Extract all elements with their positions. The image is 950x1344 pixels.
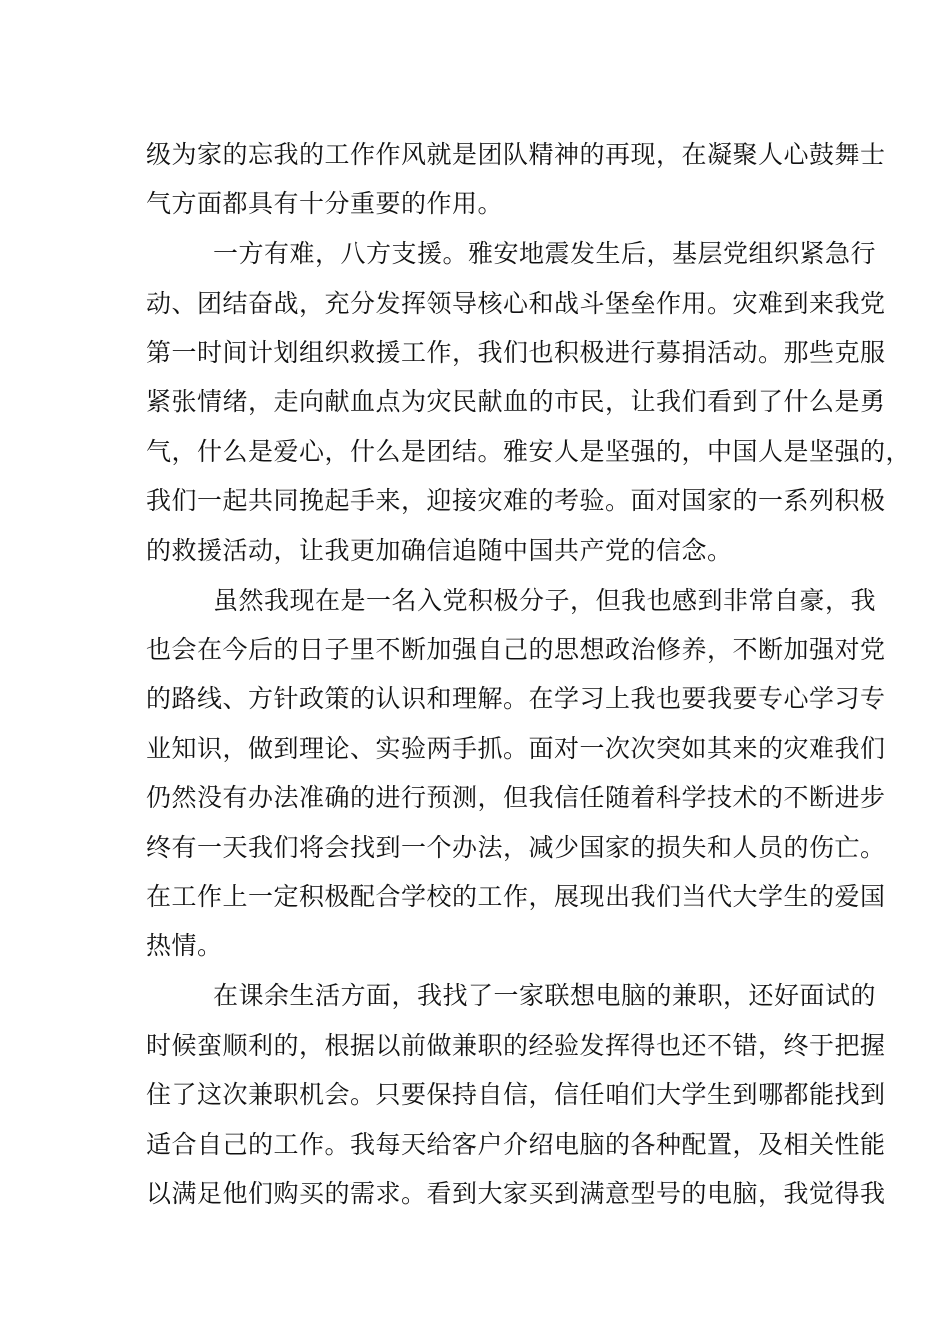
text-line: 时候蛮顺利的，根据以前做兼职的经验发挥得也还不错，终于把握 [146,1031,886,1060]
text-line: 以满足他们购买的需求。看到大家买到满意型号的电脑，我觉得我 [146,1179,886,1208]
text-line: 业知识，做到理论、实验两手抓。面对一次次突如其来的灾难我们 [146,734,886,763]
text-line: 的路线、方针政策的认识和理解。在学习上我也要我要专心学习专 [146,684,886,713]
paragraph-first-line: 在课余生活方面，我找了一家联想电脑的兼职，还好面试的 [213,981,877,1010]
text-line: 我们一起共同挽起手来，迎接灾难的考验。面对国家的一系列积极 [146,486,886,515]
text-line: 的救援活动，让我更加确信追随中国共产党的信念。 [146,536,733,565]
text-line: 仍然没有办法准确的进行预测，但我信任随着科学技术的不断进步 [146,783,886,812]
text-line: 级为家的忘我的工作作风就是团队精神的再现，在凝聚人心鼓舞士 [146,140,886,169]
text-line: 气方面都具有十分重要的作用。 [146,189,504,218]
text-line: 紧张情绪，走向献血点为灾民献血的市民，让我们看到了什么是勇 [146,387,886,416]
text-line: 气，什么是爱心，什么是团结。雅安人是坚强的，中国人是坚强的， [146,437,912,466]
paragraph-first-line: 虽然我现在是一名入党积极分子，但我也感到非常自豪，我 [213,586,877,615]
text-line: 也会在今后的日子里不断加强自己的思想政治修养，不断加强对党 [146,635,886,664]
text-line: 住了这次兼职机会。只要保持自信，信任咱们大学生到哪都能找到 [146,1080,886,1109]
text-line: 适合自己的工作。我每天给客户介绍电脑的各种配置，及相关性能 [146,1130,886,1159]
text-line: 第一时间计划组织救援工作，我们也积极进行募捐活动。那些克服 [146,338,886,367]
paragraph-first-line: 一方有难，八方支援。雅安地震发生后，基层党组织紧急行 [213,239,877,268]
text-line: 终有一天我们将会找到一个办法，减少国家的损失和人员的伤亡。 [146,833,886,862]
text-line: 在工作上一定积极配合学校的工作，展现出我们当代大学生的爱国 [146,882,886,911]
text-line: 热情。 [146,931,223,960]
text-line: 动、团结奋战，充分发挥领导核心和战斗堡垒作用。灾难到来我党 [146,289,886,318]
